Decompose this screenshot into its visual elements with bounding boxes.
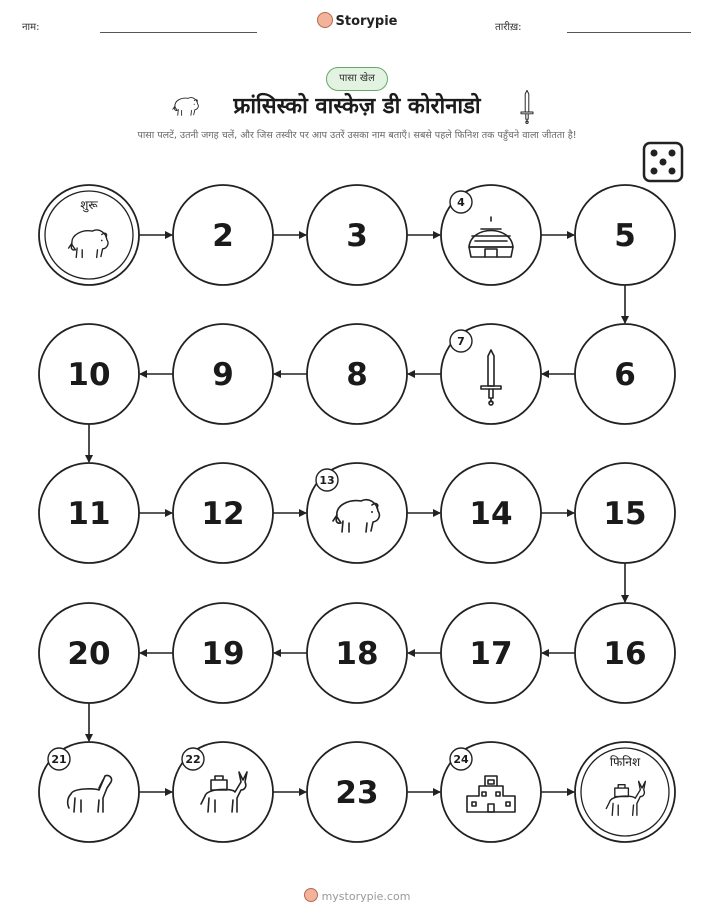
space-number: 7 (457, 335, 465, 348)
space-number: 13 (319, 474, 335, 487)
space-number: 3 (346, 218, 368, 254)
space-number: 15 (603, 496, 647, 532)
board-space-2[interactable] (173, 185, 273, 285)
space-number: 17 (469, 636, 513, 672)
board-space-6[interactable] (575, 324, 675, 424)
board-space-3[interactable] (307, 185, 407, 285)
board-space-7[interactable] (441, 324, 541, 424)
space-number: 14 (469, 496, 513, 532)
instructions: पासा पलटें, उतनी जगह चलें, और जिस तस्वीर पर आप उतरें उसका नाम बताएँ। सबसे पहले फिनिश तक पहुँचने वाला जीतता है! (137, 130, 577, 141)
space-number: 6 (614, 357, 636, 393)
space-number: 22 (185, 753, 201, 766)
space-number: 23 (335, 775, 379, 811)
space-number: 21 (51, 753, 67, 766)
board-space-15[interactable] (575, 463, 675, 563)
space-number: 24 (453, 753, 469, 766)
date-label: तारीख़: (495, 22, 522, 33)
board-space-22[interactable] (173, 742, 273, 842)
board-space-12[interactable] (173, 463, 273, 563)
board-space-5[interactable] (575, 185, 675, 285)
space-number: 11 (67, 496, 111, 532)
footer-site: mystorypie.com (321, 890, 411, 903)
space-number: 4 (457, 196, 465, 209)
space-number: 10 (67, 357, 111, 393)
space-number: 18 (335, 636, 379, 672)
space-number: 20 (67, 636, 111, 672)
board-space-19[interactable] (173, 603, 273, 703)
board-space-18[interactable] (307, 603, 407, 703)
dice-icon (644, 143, 682, 181)
page-title: फ्रांसिस्को वास्केज़ डी कोरोनाडो (233, 94, 481, 119)
board-space-4[interactable] (441, 185, 541, 285)
start-label: शुरू (80, 198, 98, 212)
sword-icon (521, 90, 533, 123)
board-space-9[interactable] (173, 324, 273, 424)
board-space-23[interactable] (307, 742, 407, 842)
board-space-14[interactable] (441, 463, 541, 563)
board-space-1[interactable] (39, 185, 139, 285)
space-number: 19 (201, 636, 245, 672)
space-number: 8 (346, 357, 368, 393)
storypie-footer-logo-icon (304, 888, 318, 902)
game-type-badge: पासा खेल (326, 67, 388, 91)
board-space-8[interactable] (307, 324, 407, 424)
space-number: 9 (212, 357, 234, 393)
board-space-16[interactable] (575, 603, 675, 703)
board-space-21[interactable] (39, 742, 139, 842)
space-number: 5 (614, 218, 636, 254)
brand-name: Storypie (335, 14, 398, 29)
name-label: नाम: (22, 22, 40, 33)
board-space-11[interactable] (39, 463, 139, 563)
footer (0, 888, 714, 903)
board-space-20[interactable] (39, 603, 139, 703)
board-space-10[interactable] (39, 324, 139, 424)
bison-icon (173, 98, 199, 116)
space-number: 12 (201, 496, 245, 532)
space-number: 16 (603, 636, 647, 672)
board-space-24[interactable] (441, 742, 541, 842)
board-space-17[interactable] (441, 603, 541, 703)
board-space-25[interactable] (575, 742, 675, 842)
space-number: 2 (212, 218, 234, 254)
finish-label: फिनिश (609, 755, 641, 769)
board-space-13[interactable] (307, 463, 407, 563)
